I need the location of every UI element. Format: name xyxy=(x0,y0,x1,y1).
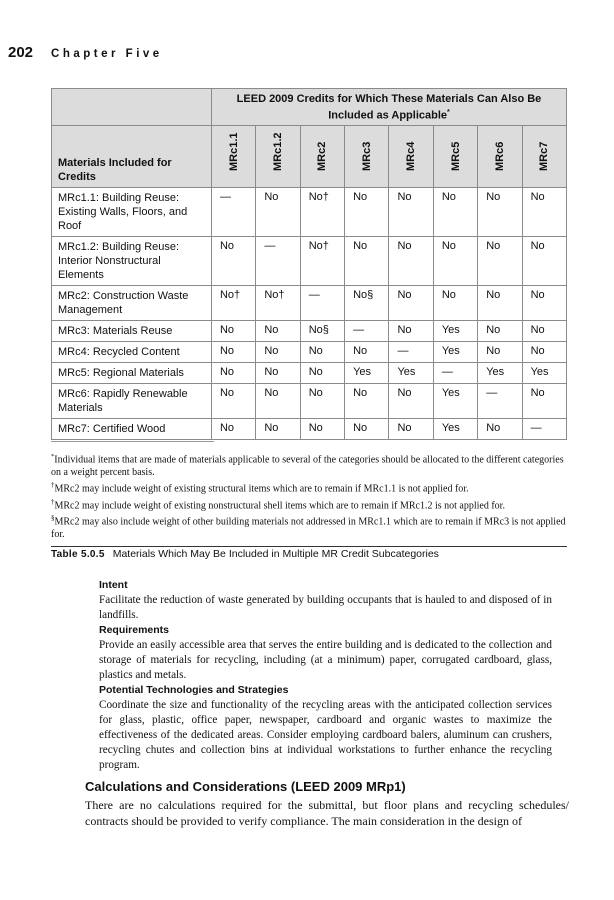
table-cell: No xyxy=(478,419,522,440)
table-row xyxy=(52,321,567,342)
footnote: *Individual items that are made of materials applicable to several of the categories should be allocated to the different categories on a weight percent basis. xyxy=(51,453,564,479)
footnote: †MRc2 may include weight of existing nonstructural shell items which are to remain if MRc1.2 is not applied for. xyxy=(51,497,505,511)
table-cell: No xyxy=(211,237,255,286)
table-cell: No xyxy=(345,342,389,363)
table-cell: — xyxy=(389,342,433,363)
table-cell: No xyxy=(522,342,566,363)
table-cell: Yes xyxy=(433,419,477,440)
material-label: MRc4: Recycled Content xyxy=(52,342,212,363)
table-cell: No xyxy=(433,286,477,321)
table-cell: — xyxy=(211,188,255,237)
column-header: MRc1.1 xyxy=(211,126,255,188)
table-cell: No xyxy=(389,321,433,342)
table-cell: — xyxy=(345,321,389,342)
table-cell: No xyxy=(256,363,300,384)
table-row xyxy=(52,363,567,384)
section-text: There are no calculations required for the submittal, but floor plans and recycling schedules/ contracts should be provided to verify compliance. The main consideration in the design of xyxy=(85,798,569,828)
table-cell: No xyxy=(256,419,300,440)
table-row xyxy=(52,384,567,419)
caption-label: Table 5.0.5 xyxy=(51,549,105,560)
column-header: MRc7 xyxy=(522,126,566,188)
column-header: MRc6 xyxy=(478,126,522,188)
intent-text: Facilitate the reduction of waste generated by building occupants that is hauled to and disposed of in landfills. xyxy=(99,594,552,621)
table-caption xyxy=(51,548,439,560)
column-header: MRc5 xyxy=(433,126,477,188)
table-cell: No xyxy=(345,384,389,419)
materials-header: Materials Included for Credits xyxy=(52,126,212,188)
table-cell: No xyxy=(211,342,255,363)
column-header: MRc1.2 xyxy=(256,126,300,188)
table-cell: Yes xyxy=(522,363,566,384)
requirements-text: Provide an easily accessible area that serves the entire building and is dedicated to the collection and storage of materials for recycling, including (at a minimum) paper, corrugated cardboard, glass, plastics and metals. xyxy=(99,639,552,681)
footnote: †MRc2 may include weight of existing structural items which are to remain if MRc1.1 is not applied for. xyxy=(51,481,469,495)
table-cell: — xyxy=(256,237,300,286)
material-label: MRc7: Certified Wood xyxy=(52,419,212,440)
strategies-text: Coordinate the size and functionality of the recycling areas with the anticipated collection services for glass, plastic, office paper, newspaper, cardboard and organic wastes to maximize the effectiveness of the dedicated areas. Consider employing cardboard balers, aluminum can crushers, recycling chutes and collection bins at individual workstations to further enhance the recycling program. xyxy=(99,699,552,771)
material-label: MRc1.1: Building Reuse: Existing Walls, Floors, and Roof xyxy=(52,188,212,237)
table-cell: No xyxy=(478,188,522,237)
table-cell: No xyxy=(478,342,522,363)
table-cell: No xyxy=(478,286,522,321)
table-cell: No† xyxy=(300,237,344,286)
table-corner xyxy=(52,89,212,126)
table-row xyxy=(52,237,567,286)
table-cell: Yes xyxy=(478,363,522,384)
table-top-header: LEED 2009 Credits for Which These Materials Can Also Be Included as Applicable* xyxy=(211,89,566,126)
table-row xyxy=(52,188,567,237)
table-cell: No§ xyxy=(345,286,389,321)
table-cell: No xyxy=(345,237,389,286)
table-cell: No xyxy=(522,321,566,342)
table-cell: — xyxy=(300,286,344,321)
material-label: MRc1.2: Building Reuse: Interior Nonstructural Elements xyxy=(52,237,212,286)
table-cell: No xyxy=(389,188,433,237)
table-cell: No xyxy=(256,342,300,363)
table-cell: No† xyxy=(211,286,255,321)
credits-table xyxy=(51,88,567,440)
table-cell: No xyxy=(478,237,522,286)
table-cell: — xyxy=(478,384,522,419)
table-cell: Yes xyxy=(389,363,433,384)
material-label: MRc5: Regional Materials xyxy=(52,363,212,384)
table-cell: No xyxy=(433,188,477,237)
material-label: MRc2: Construction Waste Management xyxy=(52,286,212,321)
table-cell: Yes xyxy=(345,363,389,384)
section-heading: Calculations and Considerations (LEED 2009 MRp1) xyxy=(85,779,406,794)
chapter-title: Chapter Five xyxy=(51,48,163,60)
table-cell: No† xyxy=(300,188,344,237)
table-cell: Yes xyxy=(433,384,477,419)
table-cell: No xyxy=(389,384,433,419)
table-cell: No xyxy=(389,237,433,286)
table-cell: No xyxy=(256,384,300,419)
table-cell: No xyxy=(256,321,300,342)
table-cell: No xyxy=(389,419,433,440)
table-cell: No xyxy=(211,419,255,440)
table-cell: No† xyxy=(256,286,300,321)
table-cell: No§ xyxy=(300,321,344,342)
table-cell: No xyxy=(522,384,566,419)
column-header: MRc4 xyxy=(389,126,433,188)
table-cell: No xyxy=(522,188,566,237)
table-cell: No xyxy=(522,237,566,286)
table-cell: No xyxy=(211,384,255,419)
table-cell: No xyxy=(300,384,344,419)
table-cell: No xyxy=(433,237,477,286)
column-header: MRc3 xyxy=(345,126,389,188)
strategies-heading: Potential Technologies and Strategies xyxy=(99,684,289,696)
table-cell: No xyxy=(211,321,255,342)
material-label: MRc3: Materials Reuse xyxy=(52,321,212,342)
table-cell: No xyxy=(389,286,433,321)
table-footnotes xyxy=(51,450,569,541)
table-row xyxy=(52,419,567,440)
table-cell: No xyxy=(345,419,389,440)
caption-text: Materials Which May Be Included in Multiple MR Credit Subcategories xyxy=(112,548,439,560)
footnote-divider xyxy=(51,441,214,442)
credit-description xyxy=(99,578,552,773)
table-cell: No xyxy=(522,286,566,321)
table-cell: — xyxy=(522,419,566,440)
page-number: 202 xyxy=(8,44,34,61)
footnote: §MRc2 may also include weight of other building materials not addressed in MRc1.1 which are to remain if MRc3 is not applied for. xyxy=(51,513,566,541)
column-header: MRc2 xyxy=(300,126,344,188)
table-row xyxy=(52,286,567,321)
table-cell: No xyxy=(300,363,344,384)
table-cell: No xyxy=(256,188,300,237)
table-cell: No xyxy=(478,321,522,342)
table-row xyxy=(52,342,567,363)
table-cell: No xyxy=(345,188,389,237)
requirements-heading: Requirements xyxy=(99,624,170,636)
table-cell: No xyxy=(211,363,255,384)
table-cell: Yes xyxy=(433,342,477,363)
running-header xyxy=(8,44,163,62)
material-label: MRc6: Rapidly Renewable Materials xyxy=(52,384,212,419)
table-cell: No xyxy=(300,419,344,440)
table-cell: Yes xyxy=(433,321,477,342)
table-cell: No xyxy=(300,342,344,363)
table-cell: — xyxy=(433,363,477,384)
caption-rule xyxy=(51,546,567,547)
intent-heading: Intent xyxy=(99,579,128,591)
